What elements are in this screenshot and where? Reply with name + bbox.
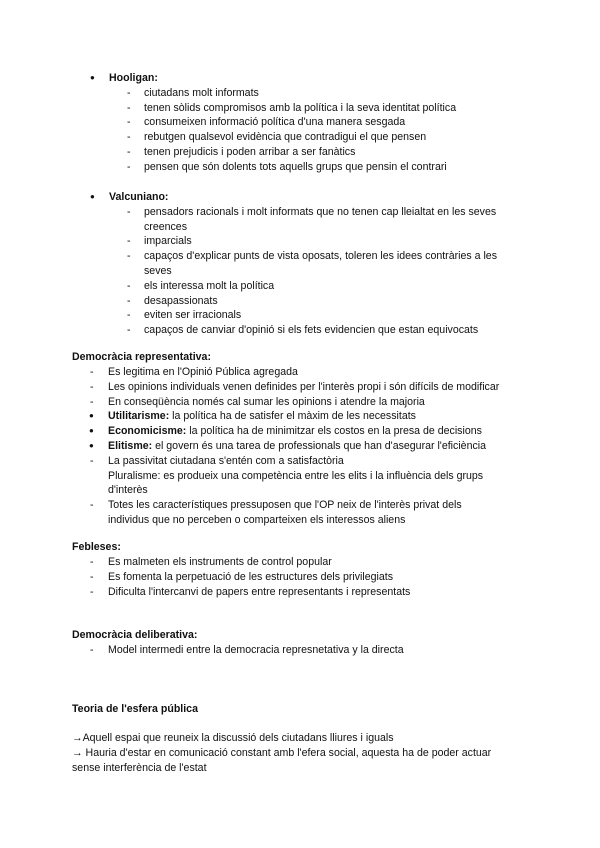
term-item bbox=[108, 439, 486, 454]
section-heading: Febleses: bbox=[72, 541, 121, 553]
list-item: pensen que són dolents tots aquells grups que pensin el contrari bbox=[144, 160, 447, 173]
list-item: Es legitima en l'Opinió Pública agregada bbox=[108, 366, 298, 378]
list-item: tenen prejudicis i poden arribar a ser fanàtics bbox=[144, 145, 356, 158]
list-item: els interessa molt la política bbox=[144, 279, 275, 292]
list-item: consumeixen informació política d'una manera sesgada bbox=[144, 116, 406, 129]
bullet-dot: ● bbox=[90, 192, 95, 201]
dash: - bbox=[90, 454, 94, 467]
section-heading: Democràcia representativa: bbox=[72, 351, 211, 363]
dash: - bbox=[127, 86, 131, 99]
list-item: pensadors racionals i molt informats que no tenen cap lleialtat en les seves bbox=[144, 205, 497, 218]
list-item-continuation: creences bbox=[144, 220, 187, 233]
bullet-dot: ● bbox=[89, 440, 94, 450]
list-item: ciutadans molt informats bbox=[144, 86, 259, 99]
pluralisme-text: Pluralisme: es produeix una competència entre les elits i la influència dels grups bbox=[108, 469, 484, 482]
list-item: capaços de canviar d'opinió si els fets evidencien que estan equivocats bbox=[144, 324, 479, 337]
arrow-line-continuation: sense interferència de l'estat bbox=[72, 761, 207, 774]
list-item: La passivitat ciutadana s'entén com a satisfactòria bbox=[108, 454, 344, 467]
section-heading: Democràcia deliberativa: bbox=[72, 629, 198, 641]
term-description: la política ha de minimitzar els costos en la presa de decisions bbox=[186, 425, 482, 438]
bullet-dot: ● bbox=[89, 411, 94, 421]
dash: - bbox=[90, 585, 94, 598]
dash: - bbox=[127, 250, 131, 263]
dash: - bbox=[90, 380, 94, 393]
list-item: eviten ser irracionals bbox=[144, 309, 242, 322]
esfera-publica-section bbox=[72, 702, 492, 775]
list-item: imparcials bbox=[144, 235, 192, 248]
bullet-dot: ● bbox=[89, 426, 94, 436]
term-description: el govern és una tarea de professionals que han d'asegurar l'eficiència bbox=[152, 439, 486, 452]
democracia-representativa-section bbox=[72, 350, 500, 528]
list-item: Totes les característiques pressuposen que l'OP neix de l'interès privat dels bbox=[108, 499, 462, 512]
dash: - bbox=[127, 205, 131, 218]
list-item: desapassionats bbox=[144, 294, 218, 307]
dash: - bbox=[127, 116, 131, 129]
dash: - bbox=[127, 160, 131, 173]
term-label: Economicisme: bbox=[108, 425, 187, 438]
dash: - bbox=[127, 101, 131, 114]
pluralisme-text: d'interès bbox=[108, 484, 148, 497]
dash: - bbox=[127, 279, 131, 292]
term-description: la política ha de satisfer el màxim de les necessitats bbox=[169, 410, 416, 423]
dash: - bbox=[90, 366, 94, 378]
dash: - bbox=[127, 235, 131, 248]
term-label: Utilitarisme: bbox=[108, 410, 170, 423]
dash: - bbox=[127, 294, 131, 307]
list-item: tenen sòlids compromisos amb la política i la seva identitat política bbox=[144, 101, 457, 114]
list-item: Model intermedi entre la democracia represnetativa y la directa bbox=[108, 644, 404, 656]
list-item-continuation: individus que no perceben o comparteixen els interessos aliens bbox=[108, 513, 406, 526]
list-item: capaços d'explicar punts de vista oposats, toleren les idees contràries a les bbox=[144, 250, 497, 263]
list-item: En conseqüència només cal sumar les opinions i atendre la majoria bbox=[108, 395, 425, 408]
section-heading: Hooligan: bbox=[109, 72, 158, 84]
dash: - bbox=[90, 570, 94, 583]
list-item: rebutgen qualsevol evidència que contradigui el que pensen bbox=[144, 131, 427, 144]
list-item-continuation: seves bbox=[144, 264, 172, 277]
list-item: Les opinions individuals venen definides per l'interès propi i són difícils de modificar bbox=[108, 380, 500, 393]
term-item bbox=[108, 424, 482, 439]
dash: - bbox=[127, 309, 131, 322]
dash: - bbox=[127, 324, 131, 337]
democracia-deliberativa-section bbox=[72, 628, 404, 658]
term-label: Elitisme: bbox=[108, 439, 153, 452]
dash: - bbox=[127, 145, 131, 158]
term-item bbox=[108, 409, 416, 424]
section-heading: Valcuniano: bbox=[109, 191, 169, 203]
arrow-line: → Hauria d'estar en comunicació constant amb l'efera social, aquesta ha de poder actuar bbox=[72, 746, 492, 759]
list-item: Es fomenta la perpetuació de les estructures dels privilegiats bbox=[108, 570, 394, 583]
dash: - bbox=[127, 131, 131, 144]
dash: - bbox=[90, 556, 94, 568]
dash: - bbox=[90, 644, 94, 656]
febleses-section bbox=[72, 540, 411, 599]
bullet-dot: ● bbox=[90, 73, 95, 82]
section-heading: Teoria de l'esfera pública bbox=[72, 703, 198, 715]
list-item: Dificulta l'intercanvi de papers entre representants i representats bbox=[108, 585, 411, 598]
dash: - bbox=[90, 499, 94, 512]
dash: - bbox=[90, 395, 94, 408]
list-item: Es malmeten els instruments de control popular bbox=[108, 556, 332, 568]
arrow-line: →Aquell espai que reuneix la discussió dels ciutadans lliures i iguals bbox=[72, 732, 394, 744]
